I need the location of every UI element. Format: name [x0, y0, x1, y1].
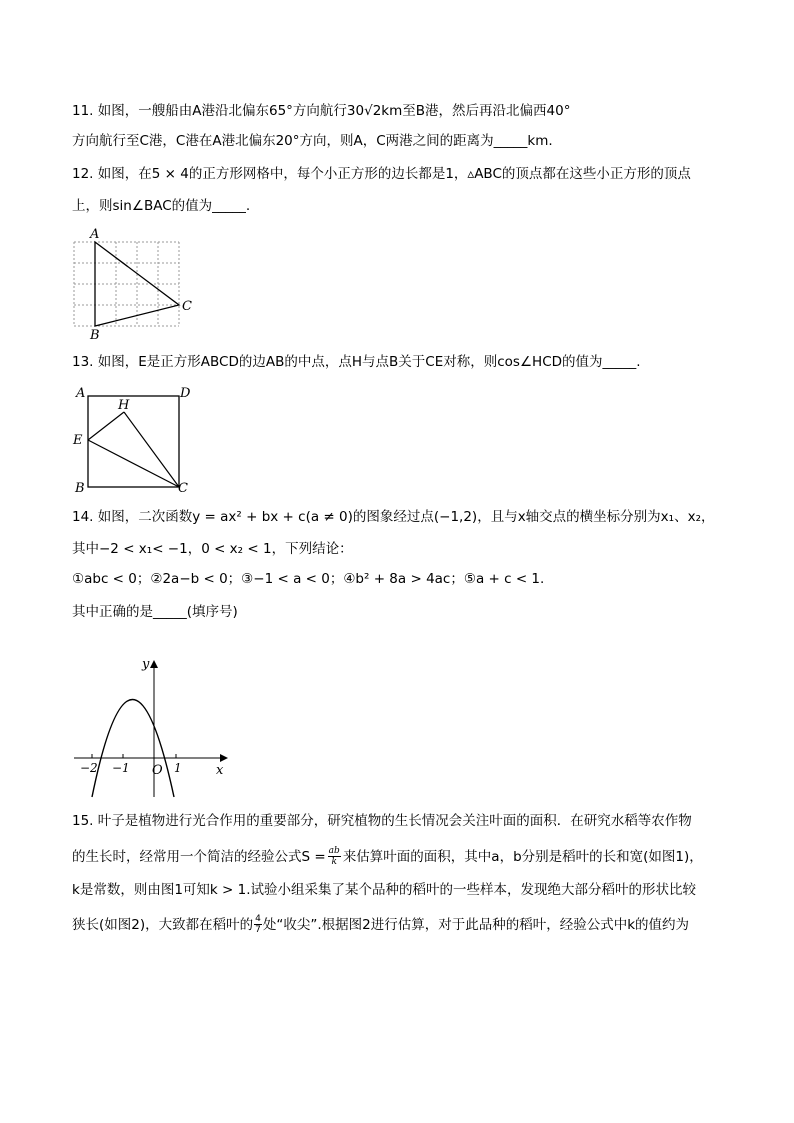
parabola-curve — [92, 700, 174, 798]
q14-line-4: 其中正确的是_____(填序号) — [72, 604, 238, 620]
segment-eh — [88, 412, 124, 440]
q15-line-4-end: 处“收尖”.根据图2进行估算，对于此品种的稻叶，经验公式中k的值约为 — [262, 916, 690, 933]
position-fraction — [254, 914, 262, 935]
formula-fraction — [328, 846, 341, 867]
q14-line-3: ①abc < 0；②2a−b < 0；③−1 < a < 0；④b² + 8a > 4ac；⑤a + c < 1. — [72, 571, 545, 587]
square-abcd — [88, 396, 179, 487]
q12-figure — [66, 226, 196, 346]
q15-line-1: 15. 叶子是植物进行光合作用的重要部分，研究植物的生长情况会关注叶面的面积．在研究水稻等农作物 — [72, 813, 692, 829]
label-b: B — [90, 328, 100, 342]
q15-line-3: k是常数，则由图1可知k > 1.试验小组采集了某个品种的稻叶的一些样本，发现绝大部分稻叶的形状比较 — [72, 882, 696, 898]
q15-line-4-start: 狭长(如图2)，大致都在稻叶的 — [72, 916, 254, 933]
q15-line-4 — [72, 914, 689, 935]
q13-line-1: 13. 如图，E是正方形ABCD的边AB的中点，点H与点B关于CE对称，则cos∠HCD的值为_____. — [72, 354, 641, 370]
fraction-numerator: ab — [328, 846, 340, 856]
label-y: y — [142, 657, 150, 672]
label-h: H — [118, 398, 130, 413]
label-origin: O — [152, 763, 163, 778]
fraction-denominator: 7 — [255, 925, 261, 935]
label-d: D — [180, 386, 191, 401]
label-a: A — [90, 227, 100, 242]
q14-line-2: 其中−2 < x₁< −1，0 < x₂ < 1，下列结论： — [72, 541, 353, 557]
x-axis-arrow — [220, 754, 228, 762]
q14-figure — [70, 652, 240, 806]
q12-line-1: 12. 如图，在5 × 4的正方形网格中，每个小正方形的边长都是1，▵ABC的顶点都在这些小正方形的顶点 — [72, 166, 691, 182]
tick-label-neg1: −1 — [112, 761, 130, 775]
tick-label-1: 1 — [174, 761, 182, 775]
q14-line-1: 14. 如图，二次函数y = ax² + bx + c(a ≠ 0)的图象经过点(−1,2)，且与x轴交点的横坐标分别为x₁、x₂， — [72, 509, 715, 525]
segment-ec — [88, 440, 179, 487]
q11-line-2: 方向航行至C港，C港在A港北偏东20°方向，则A，C两港之间的距离为_____km. — [72, 133, 553, 149]
grid-triangle-diagram — [66, 226, 196, 342]
square-diagram — [68, 380, 198, 498]
label-a: A — [76, 386, 86, 401]
label-c: C — [182, 299, 192, 314]
label-b: B — [75, 481, 85, 496]
label-x: x — [216, 763, 224, 778]
q12-line-2: 上，则sin∠BAC的值为_____. — [72, 198, 251, 214]
fraction-denominator: k — [331, 857, 337, 867]
q11-line-1: 11. 如图，一艘船由A港沿北偏东65°方向航行30√2km至B港，然后再沿北偏西40° — [72, 103, 571, 119]
q15-line-2-end: 来估算叶面的面积，其中a，b分别是稻叶的长和宽(如图1)， — [342, 848, 703, 865]
q15-line-2-start: 的生长时，经常用一个简洁的经验公式S = — [72, 848, 326, 865]
tick-label-neg2: −2 — [80, 761, 98, 775]
y-axis-arrow — [150, 660, 158, 668]
parabola-graph — [70, 652, 240, 802]
label-e: E — [73, 433, 83, 448]
q13-figure — [68, 380, 198, 502]
fraction-numerator: 4 — [255, 914, 261, 924]
segment-hc — [124, 412, 179, 487]
label-c: C — [178, 481, 188, 496]
q15-line-2 — [72, 846, 703, 867]
square-grid — [74, 242, 179, 326]
